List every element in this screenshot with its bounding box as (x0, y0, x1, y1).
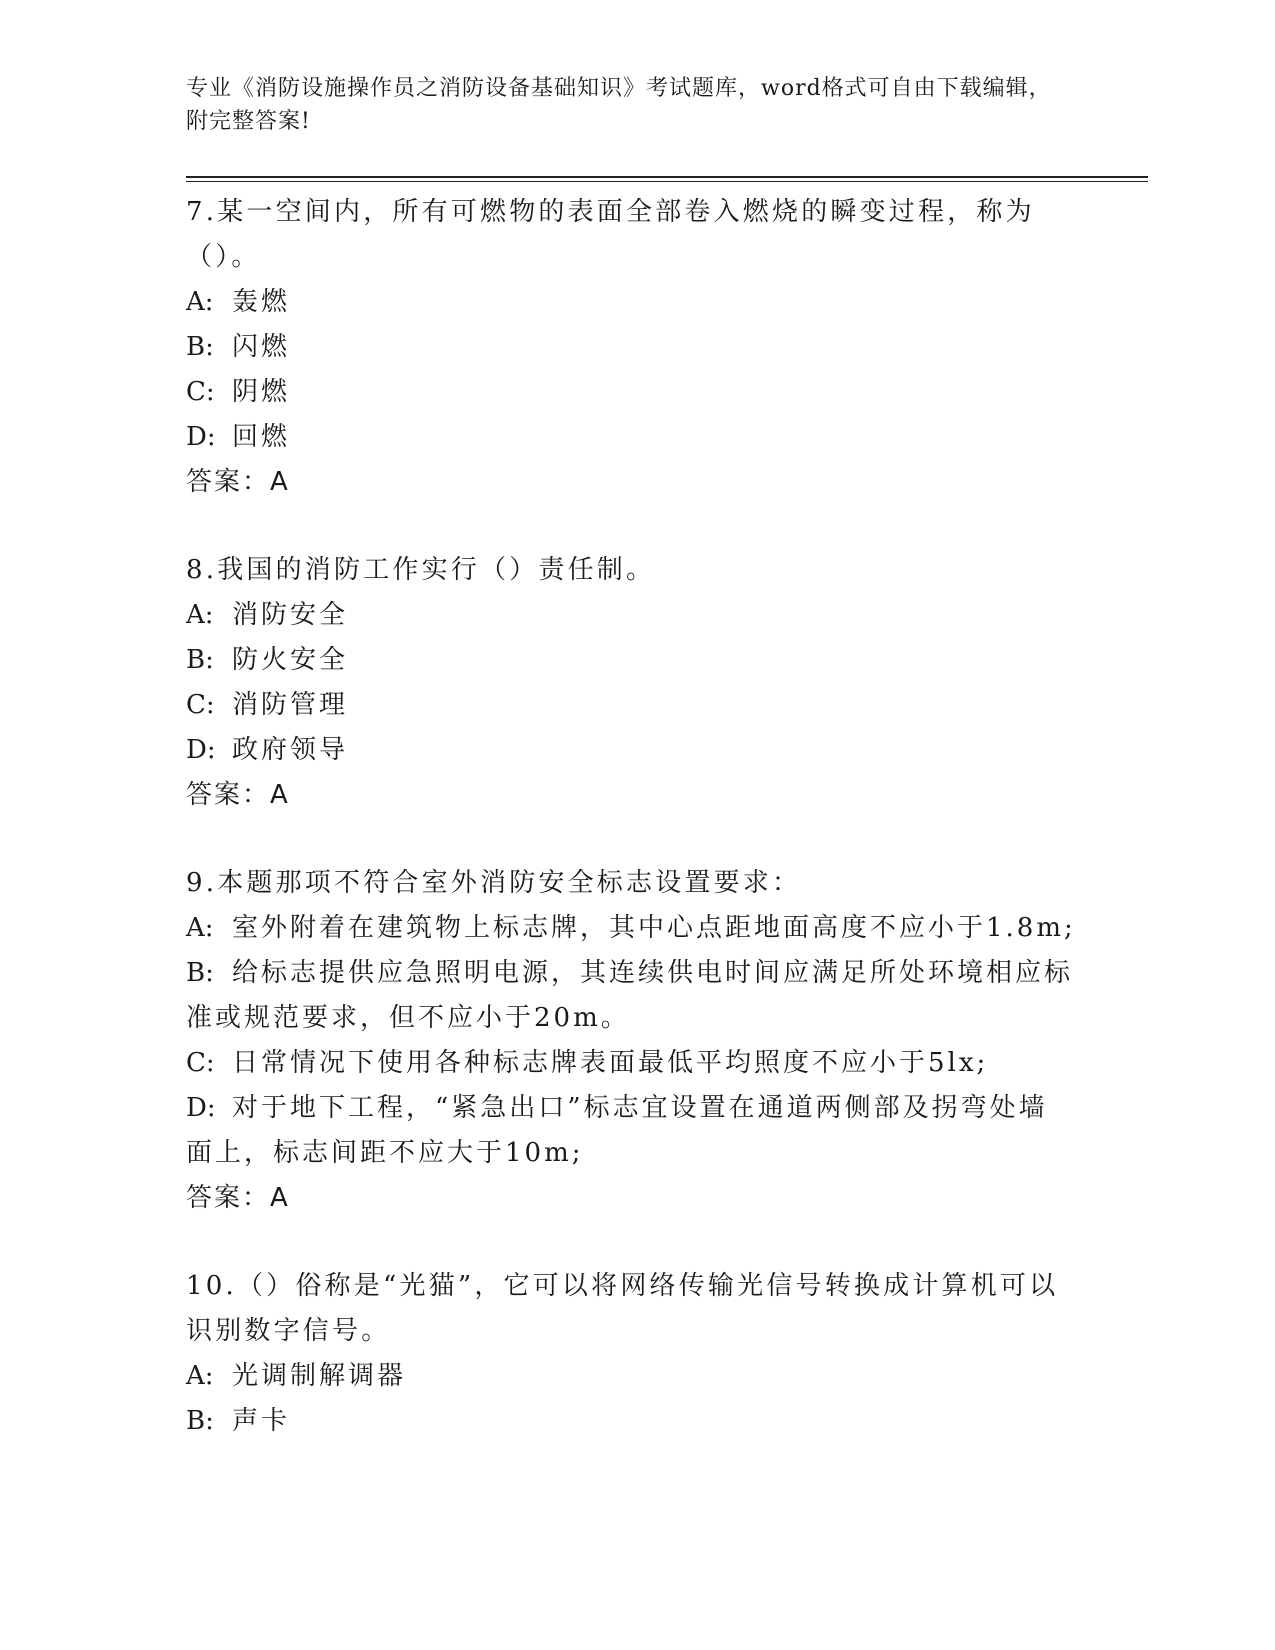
option-label: A: (186, 1361, 214, 1391)
answer-line: 答案：A (186, 780, 290, 810)
option-b (186, 638, 1076, 683)
option-label: A: (186, 913, 214, 943)
option-text: 阴燃 (232, 377, 291, 407)
option-label: B: (186, 1406, 214, 1436)
option-label: C: (186, 690, 215, 720)
option-b (186, 325, 1076, 370)
option-text: 闪燃 (232, 332, 291, 362)
option-d (186, 728, 1076, 773)
question-stem: 8.我国的消防工作实行（）责任制。 (186, 555, 656, 585)
option-b (186, 951, 1076, 1041)
option-c (186, 683, 1076, 728)
header-divider-thin (186, 181, 1148, 182)
option-text: 给标志提供应急照明电源，其连续供电时间应满足所处环境相应标准或规范要求，但不应小于20m。 (186, 958, 1074, 1033)
question-9 (186, 861, 1076, 1221)
option-text: 对于地下工程，“紧急出口”标志宜设置在通道两侧部及拐弯处墙面上，标志间距不应大于10m; (186, 1093, 1048, 1168)
option-c (186, 370, 1076, 415)
option-text: 光调制解调器 (232, 1361, 407, 1391)
option-text: 室外附着在建筑物上标志牌，其中心点距地面高度不应小于1.8m; (232, 913, 1076, 943)
question-stem: 7.某一空间内，所有可燃物的表面全部卷入燃烧的瞬变过程，称为（）。 (186, 197, 1035, 272)
option-text: 政府领导 (232, 735, 349, 765)
option-label: B: (186, 645, 214, 675)
option-label: A: (186, 287, 214, 317)
question-stem: 9.本题那项不符合室外消防安全标志设置要求： (186, 868, 802, 898)
option-a (186, 906, 1076, 951)
option-d (186, 415, 1076, 460)
question-list (186, 190, 1076, 1487)
option-label: B: (186, 958, 214, 988)
question-stem: 10.（）俗称是“光猫”，它可以将网络传输光信号转换成计算机可以识别数字信号。 (186, 1271, 1059, 1346)
option-text: 轰燃 (232, 287, 291, 317)
question-10 (186, 1264, 1076, 1444)
option-label: D: (186, 1093, 216, 1123)
option-a (186, 280, 1076, 325)
option-a (186, 593, 1076, 638)
option-label: A: (186, 600, 214, 630)
option-text: 消防管理 (232, 690, 349, 720)
answer-line: 答案：A (186, 1183, 290, 1213)
header-divider (186, 176, 1148, 178)
question-7 (186, 190, 1076, 505)
option-label: B: (186, 332, 214, 362)
option-b (186, 1399, 1076, 1444)
option-text: 日常情况下使用各种标志牌表面最低平均照度不应小于5lx; (232, 1048, 989, 1078)
document-intro: 专业《消防设施操作员之消防设备基础知识》考试题库，word格式可自由下载编辑，附完整答案! (186, 76, 1052, 134)
option-text: 消防安全 (232, 600, 349, 630)
option-a (186, 1354, 1076, 1399)
question-8 (186, 548, 1076, 818)
option-label: C: (186, 1048, 215, 1078)
answer-line: 答案：A (186, 467, 290, 497)
option-c (186, 1041, 1076, 1086)
option-d (186, 1086, 1076, 1176)
option-text: 声卡 (232, 1406, 291, 1436)
option-text: 防火安全 (232, 645, 349, 675)
option-text: 回燃 (232, 422, 291, 452)
option-label: C: (186, 377, 215, 407)
option-label: D: (186, 735, 216, 765)
option-label: D: (186, 422, 216, 452)
